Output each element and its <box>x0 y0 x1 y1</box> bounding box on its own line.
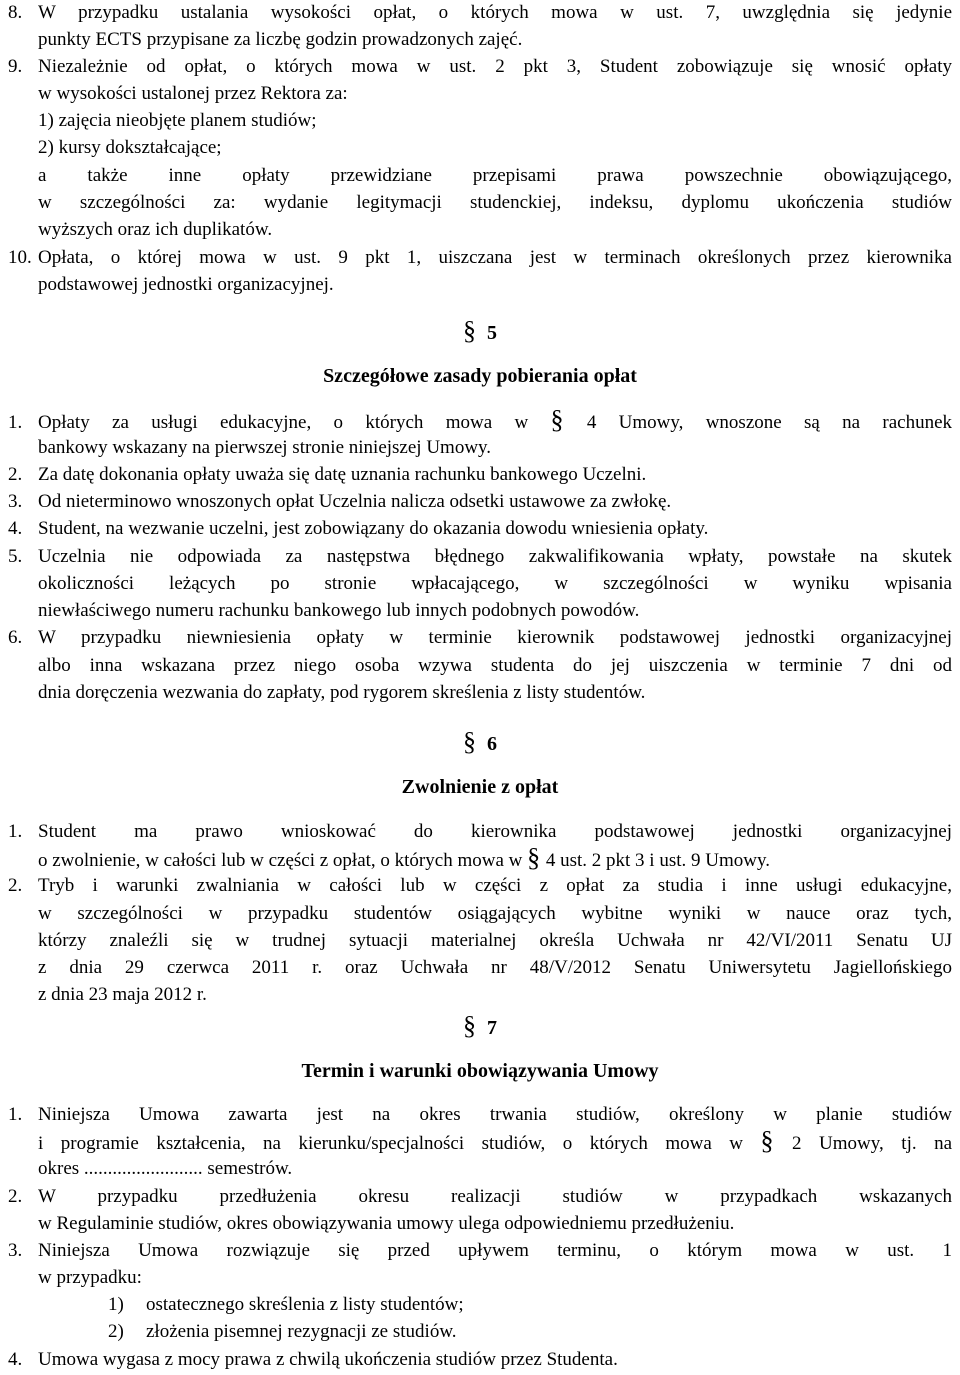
list-item-continuation: bankowy wskazany na pierwszej stronie niniejszej Umowy. <box>38 437 492 458</box>
section-sign-icon <box>463 318 477 344</box>
section-title: Termin i warunki obowiązywania Umowy <box>301 1060 659 1082</box>
section-sign-icon <box>527 845 541 871</box>
item-number: 2. <box>8 464 23 485</box>
sub-item-number: 1) <box>108 1294 124 1315</box>
sub-item: 1) zajęcia nieobjęte planem studiów; <box>38 110 317 131</box>
list-item-continuation: z dnia 23 maja 2012 r. <box>38 984 207 1005</box>
list-item-continuation: w szczególności w przypadku studentów osiągających wybitne wyniki w nauce oraz tych, <box>38 903 952 924</box>
section-title: Szczegółowe zasady pobierania opłat <box>323 365 637 387</box>
list-item-continuation: okoliczności leżących po stronie wpłacającego, w szczególności w wyniku wpisania <box>38 573 952 594</box>
list-item: 2. W przypadku przedłużenia okresu realizacji studiów w przypadkach wskazanych <box>8 1183 952 1211</box>
item-number: 2. <box>8 1186 23 1207</box>
list-item-continuation: w wysokości ustalonej przez Rektora za: <box>38 83 348 104</box>
list-item-continuation: niewłaściwego numeru rachunku bankowego lub innych podobnych powodów. <box>38 600 640 621</box>
list-item-continuation: albo inna wskazana przez niego osoba wzywa studenta do jej uiszczenia w terminie 7 dni od <box>38 655 952 676</box>
section-number: § 7 <box>0 1013 960 1042</box>
list-item: 6. W przypadku niewniesienia opłaty w terminie kierownik podstawowej jednostki organizacyjnej <box>8 624 952 652</box>
list-item: 2. Za datę dokonania opłaty uważa się datę uznania rachunku bankowego Uczelni. <box>8 461 952 489</box>
section-sign-icon <box>463 729 477 755</box>
list-item: 9. Niezależnie od opłat, o których mowa w ust. 2 pkt 3, Student zobowiązuje się wnosić opłaty <box>8 53 952 81</box>
list-item: 4. Umowa wygasa z mocy prawa z chwilą ukończenia studiów przez Studenta. <box>8 1346 952 1374</box>
item-number: 9. <box>8 56 23 77</box>
sub-item: 1) ostatecznego skreślenia z listy studentów; <box>108 1291 952 1319</box>
list-item: 2. Tryb i warunki zwalniania w całości lub w części z opłat za studia i inne usługi edukacyjne, <box>8 872 952 900</box>
list-item: 3. Niniejsza Umowa rozwiązuje się przed upływem terminu, o którym mowa w ust. 1 <box>8 1237 952 1265</box>
section-title: Zwolnienie z opłat <box>401 776 559 798</box>
list-item-continuation: w przypadku: <box>38 1267 142 1288</box>
item-number: 6. <box>8 627 23 648</box>
list-item: 5. Uczelnia nie odpowiada za następstwa błędnego zakwalifikowania wpłaty, powstałe na skutek <box>8 543 952 571</box>
item-number: 3. <box>8 1240 23 1261</box>
list-item: 10. Opłata, o której mowa w ust. 9 pkt 1, uiszczana jest w terminach określonych przez kierownika <box>8 244 952 272</box>
list-item-continuation: którzy znaleźli się w trudnej sytuacji materialnej określa Uchwała nr 42/VI/2011 Senatu UJ <box>38 930 952 951</box>
section-sign-icon <box>551 407 565 433</box>
list-item: 4. Student, na wezwanie uczelni, jest zobowiązany do okazania dowodu wniesienia opłaty. <box>8 515 952 543</box>
list-item: 1. Opłaty za usługi edukacyjne, o których mowa w § 4 Umowy, wnoszone są na rachunek <box>8 407 952 437</box>
list-item: 8. W przypadku ustalania wysokości opłat, o których mowa w ust. 7, uwzględnia się jedynie <box>8 0 952 27</box>
list-item: 1. Niniejsza Umowa zawarta jest na okres trwania studiów, określony w planie studiów <box>8 1101 952 1129</box>
item-number: 2. <box>8 875 23 896</box>
item-number: 8. <box>8 2 23 23</box>
item-number: 1. <box>8 412 23 433</box>
sub-item: 2) kursy dokształcające; <box>38 137 222 158</box>
list-item: 1. Student ma prawo wnioskować do kierownika podstawowej jednostki organizacyjnej <box>8 818 952 846</box>
list-item: 3. Od nieterminowo wnoszonych opłat Uczelnia nalicza odsetki ustawowe za zwłokę. <box>8 488 952 516</box>
list-item-continuation: w Regulaminie studiów, okres obowiązywania umowy ulega odpowiedniemu przedłużeniu. <box>38 1213 735 1234</box>
sub-item: 2) złożenia pisemnej rezygnacji ze studiów. <box>108 1318 952 1346</box>
list-item-continuation: z dnia 29 czerwca 2011 r. oraz Uchwała nr 48/V/2012 Senatu Uniwersytetu Jagiellońskiego <box>38 957 952 978</box>
list-item-continuation: w szczególności za: wydanie legitymacji studenckiej, indeksu, dyplomu ukończenia studiów <box>38 192 952 213</box>
section-sign-icon <box>463 1013 477 1039</box>
item-number: 5. <box>8 546 23 567</box>
list-item-continuation: a także inne opłaty przewidziane przepisami prawa powszechnie obowiązującego, <box>38 165 952 186</box>
item-number: 4. <box>8 518 23 539</box>
sub-item-number: 2) <box>108 1321 124 1342</box>
item-number: 1. <box>8 1104 23 1125</box>
item-number: 4. <box>8 1349 23 1370</box>
list-item-continuation: okres ......................... semestrów. <box>38 1158 293 1179</box>
item-number: 3. <box>8 491 23 512</box>
section-sign-icon <box>761 1128 775 1154</box>
item-number: 1. <box>8 821 23 842</box>
item-number: 10. <box>8 247 32 268</box>
list-item-continuation: dnia doręczenia wezwania do zapłaty, pod rygorem skreślenia z listy studentów. <box>38 682 646 703</box>
list-item-continuation: o zwolnienie, w całości lub w części z opłat, o których mowa w § 4 ust. 2 pkt 3 i ust. 9 Umowy. <box>38 845 952 875</box>
list-item-continuation: punkty ECTS przypisane za liczbę godzin prowadzonych zajęć. <box>38 29 523 50</box>
list-item-continuation: i programie kształcenia, na kierunku/specjalności studiów, o których mowa w § 2 Umowy, tj. na <box>38 1128 952 1158</box>
section-number: § 6 <box>0 729 960 758</box>
list-item-continuation: wyższych oraz ich duplikatów. <box>38 219 273 240</box>
list-item-continuation: podstawowej jednostki organizacyjnej. <box>38 274 334 295</box>
section-number: § 5 <box>0 318 960 347</box>
